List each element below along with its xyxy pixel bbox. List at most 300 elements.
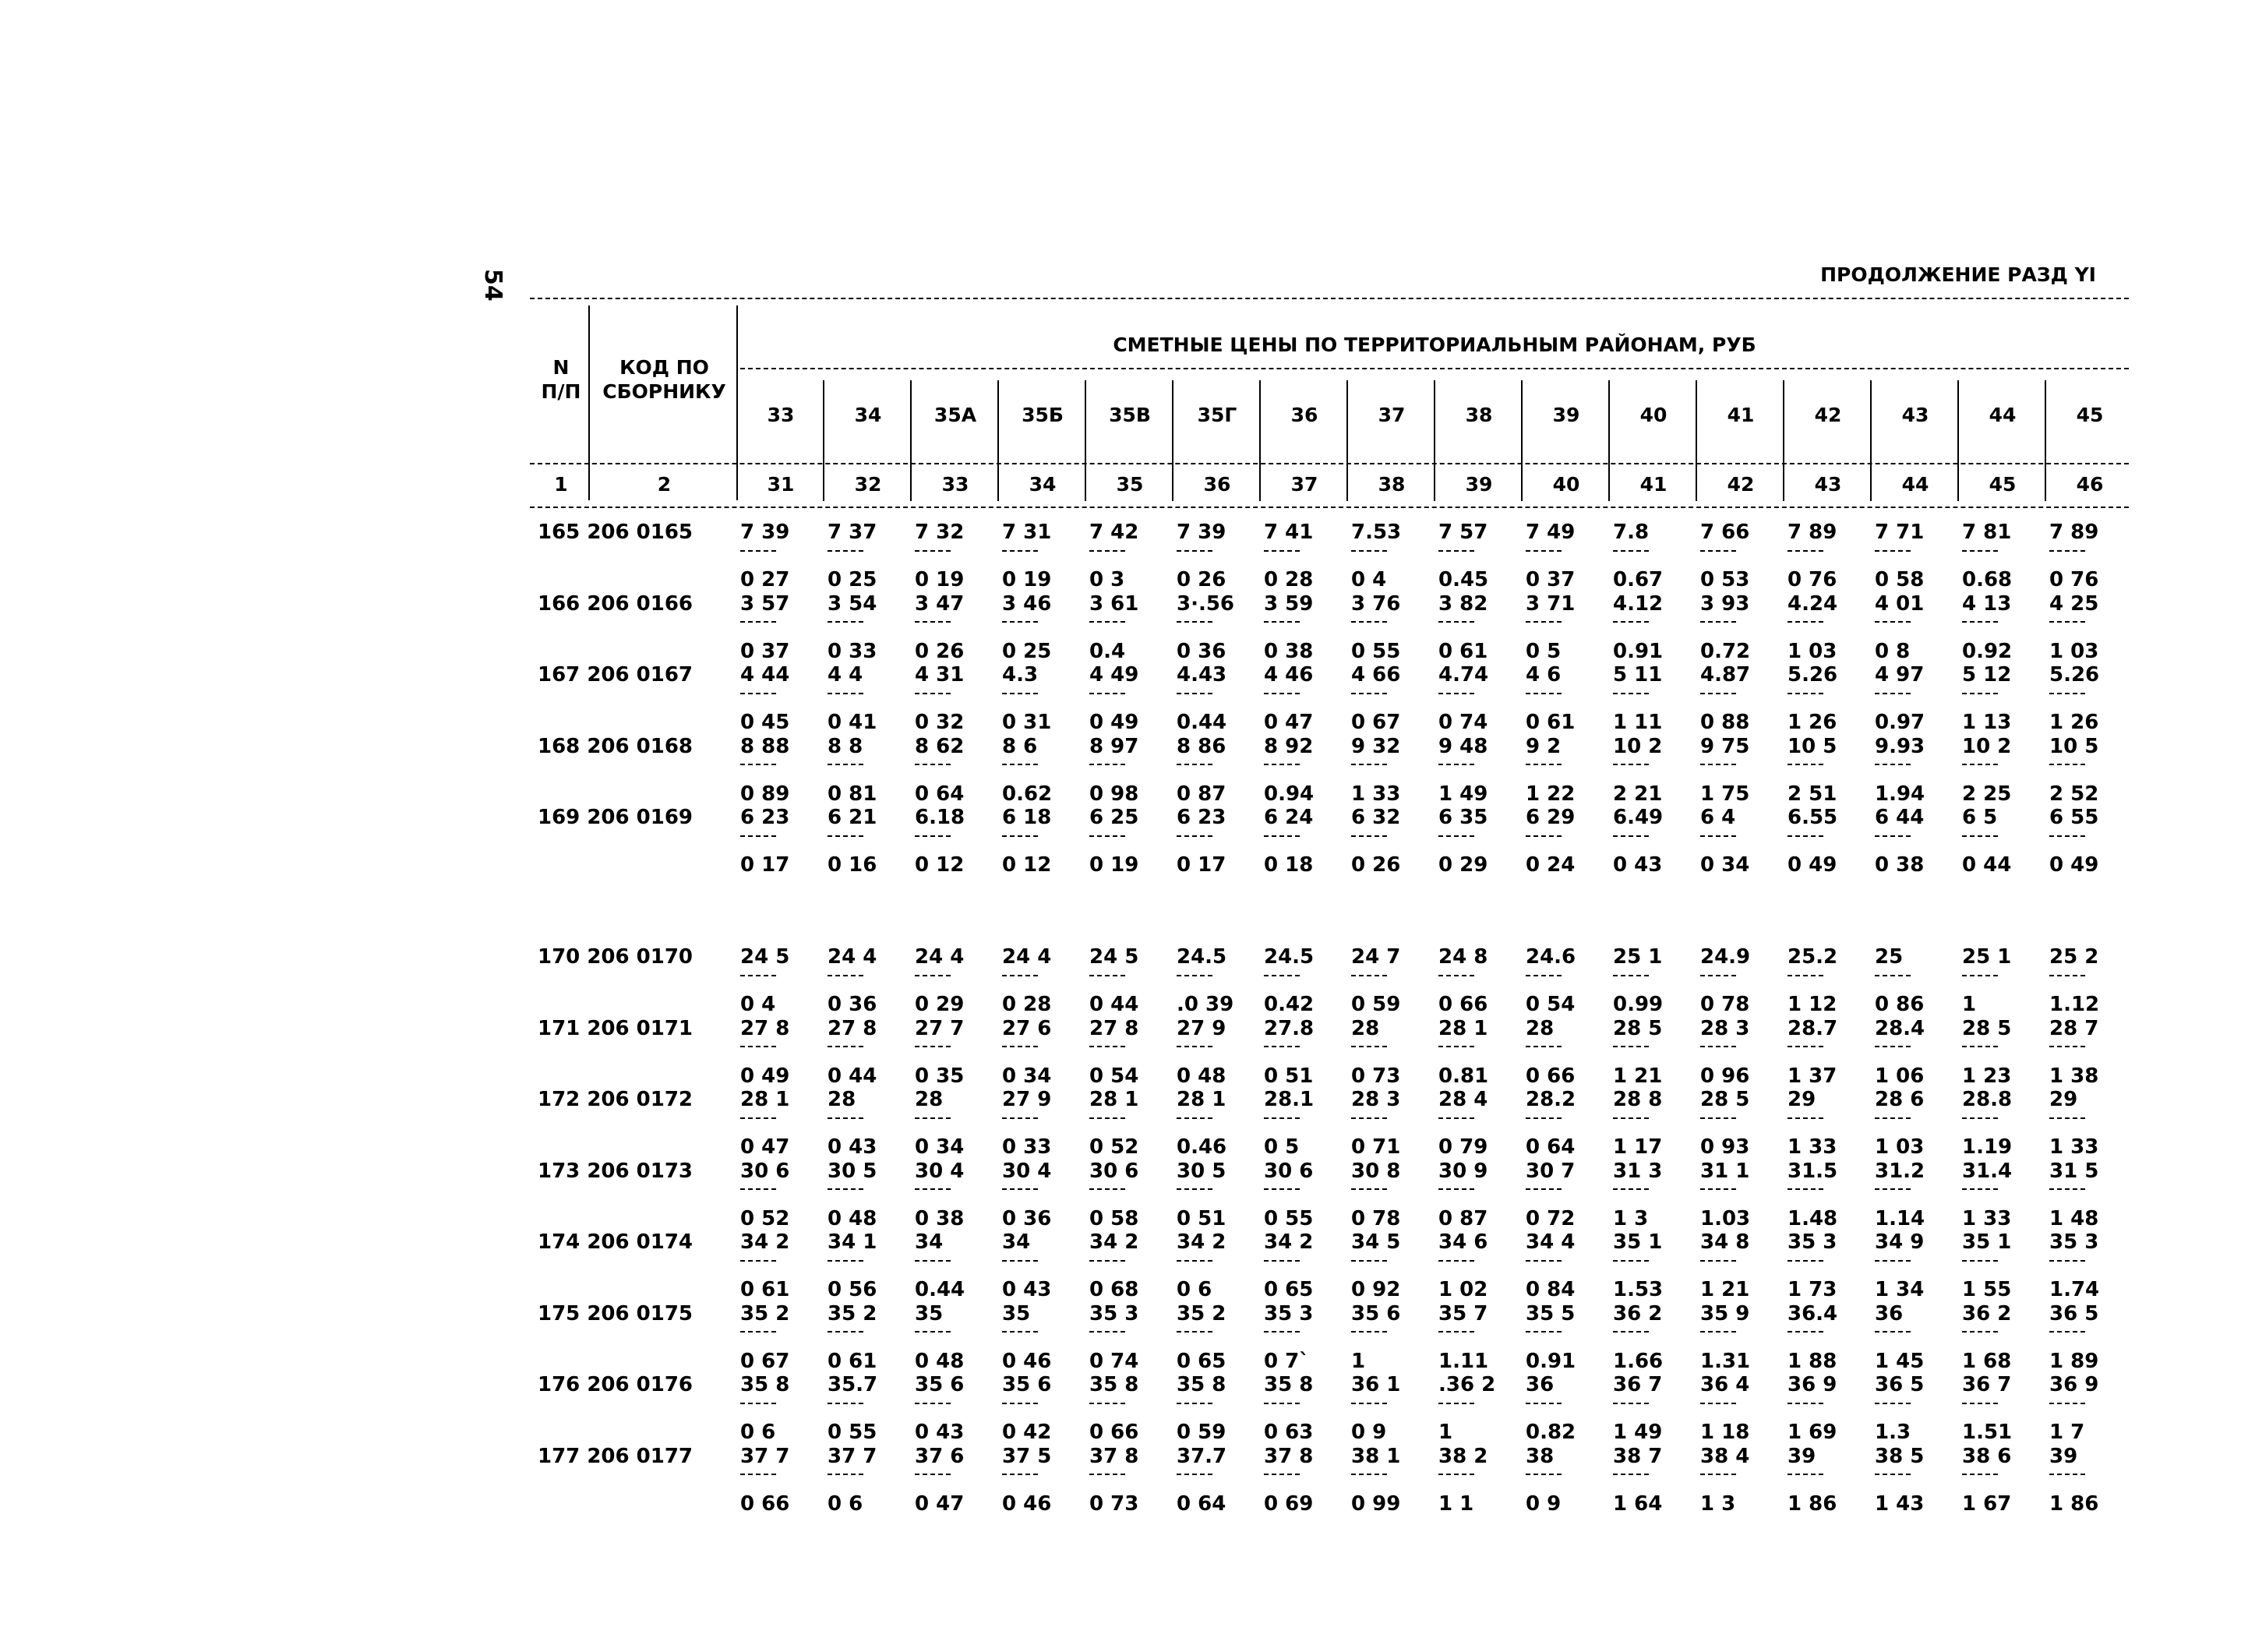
- price-cell: 28 3: [1351, 1088, 1401, 1111]
- price-cell: 0 38: [1875, 853, 1925, 877]
- fraction-bar: [1700, 550, 1736, 552]
- price-cell: 37 6: [915, 1444, 965, 1468]
- price-cell: 0 63: [1264, 1421, 1314, 1444]
- price-cell: 1 26: [2049, 711, 2099, 734]
- price-cell: 0 26: [1177, 568, 1226, 591]
- price-cell: 0 43: [828, 1135, 877, 1159]
- fraction-bar: [1788, 1474, 1823, 1475]
- fraction-bar: [2049, 835, 2085, 837]
- fraction-bar: [915, 621, 951, 623]
- price-cell: 1 33: [1788, 1135, 1837, 1159]
- fraction-bar: [1700, 835, 1736, 837]
- price-cell: 4 4: [828, 663, 863, 687]
- price-cell: 37.7: [1177, 1444, 1227, 1468]
- fraction-bar: [1177, 693, 1212, 694]
- price-cell: 4 49: [1089, 663, 1139, 687]
- price-cell: 10 5: [2049, 734, 2099, 758]
- price-cell: 1 55: [1962, 1278, 2012, 1301]
- price-cell: 35 2: [1177, 1301, 1226, 1325]
- price-cell: 0 36: [1177, 639, 1226, 663]
- fraction-bar: [1875, 1260, 1911, 1262]
- price-cell: 1 18: [1700, 1421, 1750, 1444]
- price-cell: 35 8: [740, 1373, 790, 1396]
- price-cell: 38 1: [1351, 1444, 1401, 1468]
- price-cell: 1.94: [1875, 782, 1925, 806]
- fraction-bar: [2049, 1117, 2085, 1119]
- separator-region-4: [1085, 380, 1086, 501]
- fraction-bar: [1002, 1260, 1038, 1262]
- fraction-bar: [740, 1188, 776, 1190]
- price-cell: 0 38: [1264, 639, 1314, 663]
- fraction-bar: [1438, 835, 1474, 837]
- price-cell: 1 33: [1962, 1206, 2012, 1230]
- column-number-2: 31: [767, 473, 795, 496]
- price-cell: 27 9: [1002, 1088, 1052, 1111]
- fraction-bar: [1351, 550, 1387, 552]
- price-cell: 0 49: [740, 1064, 790, 1088]
- price-cell: 0.92: [1962, 639, 2013, 663]
- price-cell: 28 1: [1177, 1088, 1226, 1111]
- price-cell: 1 26: [1788, 711, 1837, 734]
- price-cell: 1 3: [1700, 1491, 1736, 1516]
- price-cell: 0 73: [1089, 1491, 1139, 1516]
- price-cell: 6 25: [1089, 806, 1139, 829]
- price-cell: 38 2: [1438, 1444, 1488, 1468]
- fraction-bar: [1962, 1331, 1998, 1333]
- row-code: 177 206 0177: [538, 1444, 693, 1468]
- separator-region-11: [1696, 380, 1697, 501]
- column-number-8: 37: [1290, 473, 1318, 496]
- fraction-bar: [1177, 550, 1212, 552]
- price-cell: 7 89: [1788, 521, 1837, 544]
- fraction-bar: [1351, 693, 1387, 694]
- column-number-7: 36: [1203, 473, 1231, 496]
- fraction-bar: [1438, 764, 1474, 765]
- price-cell: 7 32: [915, 521, 965, 544]
- fraction-bar: [1962, 1403, 1998, 1404]
- fraction-bar: [1613, 835, 1649, 837]
- fraction-bar: [1700, 1403, 1736, 1404]
- fraction-bar: [1264, 1117, 1300, 1119]
- price-cell: 0.97: [1875, 711, 1925, 734]
- fraction-bar: [915, 835, 951, 837]
- price-cell: 0 59: [1351, 993, 1401, 1016]
- fraction-bar: [1700, 764, 1736, 765]
- fraction-bar: [1962, 1260, 1998, 1262]
- price-cell: 0 26: [915, 639, 965, 663]
- price-cell: 0.44: [915, 1278, 965, 1301]
- fraction-bar: [828, 975, 863, 976]
- price-cell: 0.4: [1089, 639, 1126, 663]
- fraction-bar: [1264, 1474, 1300, 1475]
- price-cell: 1 3: [1613, 1206, 1649, 1230]
- price-cell: 1: [1962, 993, 1977, 1016]
- fraction-bar: [1875, 835, 1911, 837]
- price-cell: 31.4: [1962, 1159, 2013, 1183]
- price-cell: 1 17: [1613, 1135, 1663, 1159]
- price-cell: 7 89: [2049, 521, 2099, 544]
- region-header-5: 35Г: [1197, 404, 1237, 426]
- num-label-line2: П/П: [541, 380, 581, 403]
- price-cell: 31 3: [1613, 1159, 1663, 1183]
- price-cell: 39: [2049, 1444, 2078, 1468]
- price-cell: 34 2: [740, 1230, 790, 1254]
- fraction-bar: [915, 1403, 951, 1404]
- price-cell: 0 9: [1351, 1421, 1387, 1444]
- price-cell: 31 5: [2049, 1159, 2099, 1183]
- fraction-bar: [1875, 764, 1911, 765]
- price-cell: 1: [1438, 1421, 1453, 1444]
- fraction-bar: [1788, 621, 1823, 623]
- price-cell: 0 47: [1264, 711, 1314, 734]
- price-cell: 4.87: [1700, 663, 1751, 687]
- fraction-bar: [1613, 1117, 1649, 1119]
- fraction-bar: [740, 621, 776, 623]
- price-cell: 0 5: [1526, 639, 1562, 663]
- fraction-bar: [1438, 1046, 1474, 1047]
- separator-code-prices: [736, 305, 738, 500]
- region-header-8: 38: [1465, 404, 1493, 426]
- price-cell: 27 9: [1177, 1016, 1226, 1040]
- price-cell: 35 2: [828, 1301, 877, 1325]
- fraction-bar: [1526, 1117, 1562, 1119]
- price-cell: 31.5: [1788, 1159, 1838, 1183]
- fraction-bar: [1526, 1403, 1562, 1404]
- price-cell: 3 54: [828, 591, 877, 616]
- price-cell: 4.74: [1438, 663, 1489, 687]
- price-cell: 0 38: [915, 1206, 965, 1230]
- price-cell: 0 76: [1788, 568, 1837, 591]
- num-label-line1: N: [552, 356, 570, 379]
- price-cell: 0 37: [1526, 568, 1576, 591]
- fraction-bar: [1177, 1188, 1212, 1190]
- price-cell: 0 61: [1438, 639, 1488, 663]
- fraction-bar: [1002, 1403, 1038, 1404]
- fraction-bar: [1264, 975, 1300, 976]
- price-cell: 0 16: [828, 853, 877, 877]
- fraction-bar: [1613, 975, 1649, 976]
- price-cell: 0.91: [1613, 639, 1664, 663]
- price-cell: 0 34: [1700, 853, 1750, 877]
- row-code: 169 206 0169: [538, 806, 693, 829]
- column-number-10: 39: [1465, 473, 1493, 496]
- price-cell: 38 6: [1962, 1444, 2012, 1468]
- price-cell: 25: [1875, 945, 1904, 969]
- fraction-bar: [1089, 1403, 1125, 1404]
- fraction-bar: [1788, 764, 1823, 765]
- region-header-14: 44: [1989, 404, 2017, 426]
- price-cell: 0 52: [740, 1206, 790, 1230]
- fraction-bar: [1264, 693, 1300, 694]
- fraction-bar: [1700, 975, 1736, 976]
- price-cell: 0 61: [1526, 711, 1576, 734]
- price-cell: 36: [1875, 1301, 1904, 1325]
- price-cell: 8 88: [740, 734, 790, 758]
- fraction-bar: [1788, 1331, 1823, 1333]
- price-cell: 0 47: [915, 1491, 965, 1516]
- price-cell: 31.2: [1875, 1159, 1925, 1183]
- price-cell: 0 24: [1526, 853, 1576, 877]
- price-cell: 3 76: [1351, 591, 1401, 616]
- price-cell: 0 99: [1351, 1491, 1401, 1516]
- price-cell: 0 78: [1700, 993, 1750, 1016]
- fraction-bar: [1438, 1331, 1474, 1333]
- price-cell: 0 67: [740, 1349, 790, 1373]
- price-cell: 0 41: [828, 711, 877, 734]
- price-cell: 0 69: [1264, 1491, 1314, 1516]
- price-cell: 1 49: [1613, 1421, 1663, 1444]
- price-cell: 8 8: [828, 734, 863, 758]
- price-cell: 1.03: [1700, 1206, 1751, 1230]
- fraction-bar: [2049, 693, 2085, 694]
- price-cell: 28 1: [1438, 1016, 1488, 1040]
- price-cell: 38 4: [1700, 1444, 1750, 1468]
- fraction-bar: [1438, 693, 1474, 694]
- price-cell: 6 23: [1177, 806, 1226, 829]
- price-cell: 34: [915, 1230, 944, 1254]
- price-cell: 1 21: [1700, 1278, 1750, 1301]
- price-cell: 0 76: [2049, 568, 2099, 591]
- price-cell: 0 52: [1089, 1135, 1139, 1159]
- group-title-rule: [740, 368, 2129, 369]
- price-cell: 0 74: [1438, 711, 1488, 734]
- fraction-bar: [1875, 1188, 1911, 1190]
- price-cell: 0 81: [828, 782, 877, 806]
- fraction-bar: [1351, 1403, 1387, 1404]
- price-cell: 0 18: [1264, 853, 1314, 877]
- price-cell: 28 1: [1089, 1088, 1139, 1111]
- price-cell: 1 73: [1788, 1278, 1837, 1301]
- price-cell: 0 71: [1351, 1135, 1401, 1159]
- fraction-bar: [1613, 1331, 1649, 1333]
- separator-region-1: [823, 380, 824, 501]
- price-cell: 24.9: [1700, 945, 1751, 969]
- price-cell: 31 1: [1700, 1159, 1750, 1183]
- fraction-bar: [1351, 1046, 1387, 1047]
- price-cell: 4 66: [1351, 663, 1401, 687]
- price-cell: 8 6: [1002, 734, 1038, 758]
- fraction-bar: [2049, 1474, 2085, 1475]
- price-cell: 6 24: [1264, 806, 1314, 829]
- price-cell: 0 51: [1177, 1206, 1226, 1230]
- fraction-bar: [1788, 693, 1823, 694]
- fraction-bar: [1002, 550, 1038, 552]
- fraction-bar: [1700, 1188, 1736, 1190]
- fraction-bar: [1613, 550, 1649, 552]
- price-cell: 8 86: [1177, 734, 1226, 758]
- price-cell: 6.18: [915, 806, 965, 829]
- price-cell: 28.7: [1788, 1016, 1838, 1040]
- section-title: ПРОДОЛЖЕНИЕ РАЗД YI: [1820, 263, 2096, 286]
- price-cell: 0 43: [915, 1421, 965, 1444]
- region-header-10: 40: [1639, 404, 1668, 426]
- price-cell: 0 12: [1002, 853, 1052, 877]
- price-cell: 1 12: [1788, 993, 1837, 1016]
- price-cell: 0 8: [1875, 639, 1911, 663]
- fraction-bar: [915, 764, 951, 765]
- fraction-bar: [1264, 621, 1300, 623]
- price-cell: 10 2: [1613, 734, 1663, 758]
- price-cell: 35 3: [1264, 1301, 1314, 1325]
- price-cell: 0 61: [740, 1278, 790, 1301]
- price-cell: 4 13: [1962, 591, 2012, 616]
- fraction-bar: [1002, 1046, 1038, 1047]
- price-cell: 0 68: [1089, 1278, 1139, 1301]
- price-cell: 5.26: [1788, 663, 1838, 687]
- fraction-bar: [1264, 1260, 1300, 1262]
- price-cell: 0 66: [1089, 1421, 1139, 1444]
- price-cell: 7 39: [1177, 521, 1226, 544]
- fraction-bar: [1177, 621, 1212, 623]
- fraction-bar: [1438, 550, 1474, 552]
- fraction-bar: [828, 693, 863, 694]
- price-cell: 5 12: [1962, 663, 2012, 687]
- price-cell: 0 74: [1089, 1349, 1139, 1373]
- price-cell: 27 8: [740, 1016, 790, 1040]
- fraction-bar: [740, 693, 776, 694]
- fraction-bar: [828, 621, 863, 623]
- fraction-bar: [1264, 764, 1300, 765]
- price-cell: 24 8: [1438, 945, 1488, 969]
- fraction-bar: [1089, 550, 1125, 552]
- fraction-bar: [1351, 975, 1387, 976]
- price-cell: 0 61: [828, 1349, 877, 1373]
- price-cell: 3 61: [1089, 591, 1139, 616]
- fraction-bar: [1438, 1188, 1474, 1190]
- price-cell: 35 9: [1700, 1301, 1750, 1325]
- price-cell: 0 42: [1002, 1421, 1052, 1444]
- price-cell: 0 31: [1002, 711, 1052, 734]
- fraction-bar: [1177, 1046, 1212, 1047]
- price-cell: 4 31: [915, 663, 965, 687]
- fraction-bar: [1700, 1474, 1736, 1475]
- column-number-0: 1: [554, 473, 568, 496]
- price-cell: 0 55: [828, 1421, 877, 1444]
- fraction-bar: [828, 835, 863, 837]
- price-cell: 5.26: [2049, 663, 2100, 687]
- price-cell: 35 5: [1526, 1301, 1576, 1325]
- column-number-3: 32: [854, 473, 882, 496]
- fraction-bar: [1177, 1331, 1212, 1333]
- row-code: 167 206 0167: [538, 663, 693, 687]
- fraction-bar: [1002, 835, 1038, 837]
- separator-region-7: [1346, 380, 1348, 501]
- fraction-bar: [915, 550, 951, 552]
- price-cell: 0 4: [1351, 568, 1387, 591]
- price-cell: 0 65: [1177, 1349, 1226, 1373]
- price-cell: 35 8: [1089, 1373, 1139, 1396]
- price-cell: .36 2: [1438, 1373, 1496, 1396]
- price-cell: 1.53: [1613, 1278, 1664, 1301]
- fraction-bar: [915, 1331, 951, 1333]
- price-cell: 34 9: [1875, 1230, 1925, 1254]
- fraction-bar: [1089, 1260, 1125, 1262]
- price-cell: 34: [1002, 1230, 1031, 1254]
- column-number-12: 41: [1639, 473, 1668, 496]
- fraction-bar: [1438, 1260, 1474, 1262]
- fraction-bar: [1613, 1046, 1649, 1047]
- price-cell: 0.67: [1613, 568, 1664, 591]
- row-code: 171 206 0171: [538, 1016, 693, 1040]
- price-cell: 1 21: [1613, 1064, 1663, 1088]
- fraction-bar: [1351, 621, 1387, 623]
- price-cell: 4.12: [1613, 591, 1664, 616]
- price-cell: 0 44: [1962, 853, 2012, 877]
- price-cell: 0 19: [1089, 853, 1139, 877]
- fraction-bar: [1351, 764, 1387, 765]
- price-cell: 0 44: [828, 1064, 877, 1088]
- price-cell: 0 19: [1002, 568, 1052, 591]
- price-cell: 27 8: [828, 1016, 877, 1040]
- fraction-bar: [1526, 1188, 1562, 1190]
- fraction-bar: [1526, 1474, 1562, 1475]
- price-cell: 1 86: [1788, 1491, 1837, 1516]
- fraction-bar: [1526, 1331, 1562, 1333]
- fraction-bar: [915, 1117, 951, 1119]
- price-cell: 28 1: [740, 1088, 790, 1111]
- price-cell: 28 6: [1875, 1088, 1925, 1111]
- price-cell: 27.8: [1264, 1016, 1315, 1040]
- price-cell: 7 41: [1264, 521, 1314, 544]
- fraction-bar: [1526, 764, 1562, 765]
- fraction-bar: [915, 693, 951, 694]
- fraction-bar: [1962, 693, 1998, 694]
- price-cell: 28 5: [1962, 1016, 2012, 1040]
- fraction-bar: [828, 1260, 863, 1262]
- price-cell: 4 97: [1875, 663, 1925, 687]
- fraction-bar: [1875, 1331, 1911, 1333]
- price-cell: 1 49: [1438, 782, 1488, 806]
- price-cell: 34 2: [1089, 1230, 1139, 1254]
- column-number-13: 42: [1727, 473, 1755, 496]
- fraction-bar: [1177, 975, 1212, 976]
- price-cell: 1 43: [1875, 1491, 1925, 1516]
- price-cell: 0 58: [1875, 568, 1925, 591]
- fraction-bar: [1613, 621, 1649, 623]
- price-cell: 10 5: [1788, 734, 1837, 758]
- price-cell: 1 48: [2049, 1206, 2099, 1230]
- separator-region-10: [1608, 380, 1610, 501]
- row-code: 166 206 0166: [538, 591, 693, 616]
- fraction-bar: [2049, 550, 2085, 552]
- price-cell: 28 8: [1613, 1088, 1663, 1111]
- price-cell: 1 69: [1788, 1421, 1837, 1444]
- price-cell: 36 2: [1613, 1301, 1663, 1325]
- price-cell: 24 5: [740, 945, 790, 969]
- price-cell: 0 9: [1526, 1491, 1562, 1516]
- column-number-14: 43: [1814, 473, 1842, 496]
- price-cell: 0 29: [915, 993, 965, 1016]
- fraction-bar: [1089, 975, 1125, 976]
- region-header-6: 36: [1290, 404, 1318, 426]
- price-cell: 1 64: [1613, 1491, 1663, 1516]
- price-cell: 0 7`: [1264, 1349, 1310, 1373]
- price-cell: 36: [1526, 1373, 1555, 1396]
- price-cell: 6 44: [1875, 806, 1925, 829]
- price-cell: 0 73: [1351, 1064, 1401, 1088]
- price-cell: 36.4: [1788, 1301, 1838, 1325]
- price-cell: 6 29: [1526, 806, 1576, 829]
- price-cell: 34 1: [828, 1230, 877, 1254]
- price-cell: 28 5: [1700, 1088, 1750, 1111]
- region-header-0: 33: [767, 404, 795, 426]
- price-cell: 0 36: [828, 993, 877, 1016]
- price-cell: 28 5: [1613, 1016, 1663, 1040]
- fraction-bar: [1526, 693, 1562, 694]
- price-cell: 0.44: [1177, 711, 1227, 734]
- price-cell: 1.66: [1613, 1349, 1664, 1373]
- price-cell: 35 2: [740, 1301, 790, 1325]
